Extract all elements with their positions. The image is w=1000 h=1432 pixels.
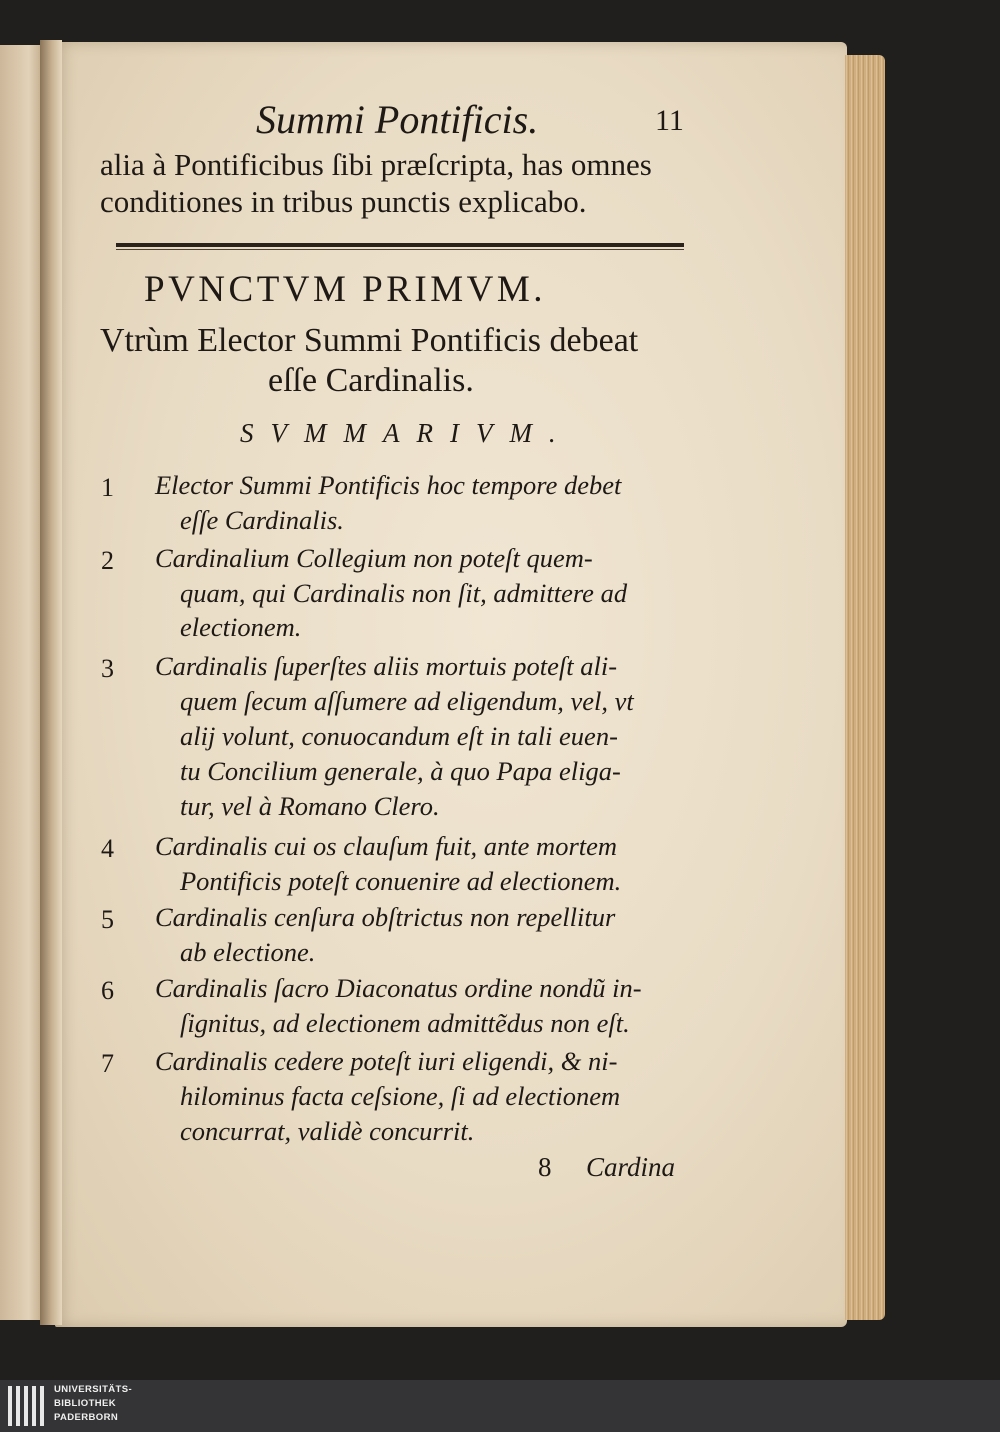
- item-line: concurrat, validè concurrit.: [180, 1116, 475, 1146]
- library-footer: [0, 1380, 1000, 1432]
- item-line: ſignitus, ad electionem admittẽdus non eſt.: [180, 1008, 630, 1038]
- item-number: 2: [101, 546, 114, 575]
- item-number: 6: [101, 976, 114, 1005]
- book-gutter: [40, 40, 62, 1325]
- section-rule-thin: [116, 249, 684, 250]
- item-line: Cardinalis ſacro Diaconatus ordine nondũ in-: [155, 973, 642, 1003]
- section-rule: [116, 243, 684, 247]
- library-logo-icon: [8, 1386, 48, 1426]
- catchword-number: 8: [538, 1152, 552, 1182]
- item-line: electionem.: [180, 612, 302, 642]
- item-line: Pontificis poteſt conuenire ad electionem.: [180, 866, 622, 896]
- item-line: quem ſecum aſſumere ad eligendum, vel, vt: [180, 686, 634, 716]
- section-subheading: Vtrùm Elector Summi Pontificis debeat: [100, 322, 639, 359]
- item-line: ab electione.: [180, 937, 316, 967]
- section-subheading: eſſe Cardinalis.: [268, 362, 474, 399]
- item-line: tur, vel à Romano Clero.: [180, 791, 440, 821]
- summarium-label: SVMMARIVM.: [240, 418, 573, 448]
- item-line: hilominus facta ceſsione, ſi ad electionem: [180, 1081, 621, 1111]
- item-line: tu Concilium generale, à quo Papa eliga-: [180, 756, 621, 786]
- item-number: 5: [101, 905, 114, 934]
- item-line: eſſe Cardinalis.: [180, 505, 344, 535]
- page-number: 11: [655, 104, 684, 137]
- library-name-line: PADERBORN: [54, 1412, 119, 1423]
- catchword: Cardina: [586, 1152, 676, 1182]
- library-name-line: UNIVERSITÄTS-: [54, 1384, 133, 1395]
- item-line: Cardinalium Collegium non poteſt quem-: [155, 543, 593, 573]
- item-number: 7: [101, 1049, 114, 1078]
- item-number: 4: [101, 834, 114, 863]
- item-line: Cardinalis ſuperſtes aliis mortuis poteſt ali-: [155, 651, 618, 681]
- item-line: alij volunt, conuocandum eſt in tali euen-: [180, 721, 618, 751]
- item-number: 3: [101, 654, 114, 683]
- item-line: Cardinalis cedere poteſt iuri eligendi, & ni-: [155, 1046, 618, 1076]
- running-title: Summi Pontificis.: [256, 97, 539, 142]
- page-stack-edge: [845, 55, 885, 1320]
- item-number: 1: [101, 473, 114, 502]
- item-line: quam, qui Cardinalis non ſit, admittere ad: [180, 578, 628, 608]
- item-line: Cardinalis cui os clauſum fuit, ante mortem: [155, 831, 618, 861]
- intro-line: conditiones in tribus punctis explicabo.: [100, 184, 587, 219]
- item-line: Cardinalis cenſura obſtrictus non repellitur: [155, 902, 616, 932]
- item-line: Elector Summi Pontificis hoc tempore debet: [155, 470, 622, 500]
- section-heading: PVNCTVM PRIMVM.: [144, 269, 547, 310]
- library-name-line: BIBLIOTHEK: [54, 1398, 117, 1409]
- intro-line: alia à Pontificibus ſibi præſcripta, has omnes: [100, 147, 652, 182]
